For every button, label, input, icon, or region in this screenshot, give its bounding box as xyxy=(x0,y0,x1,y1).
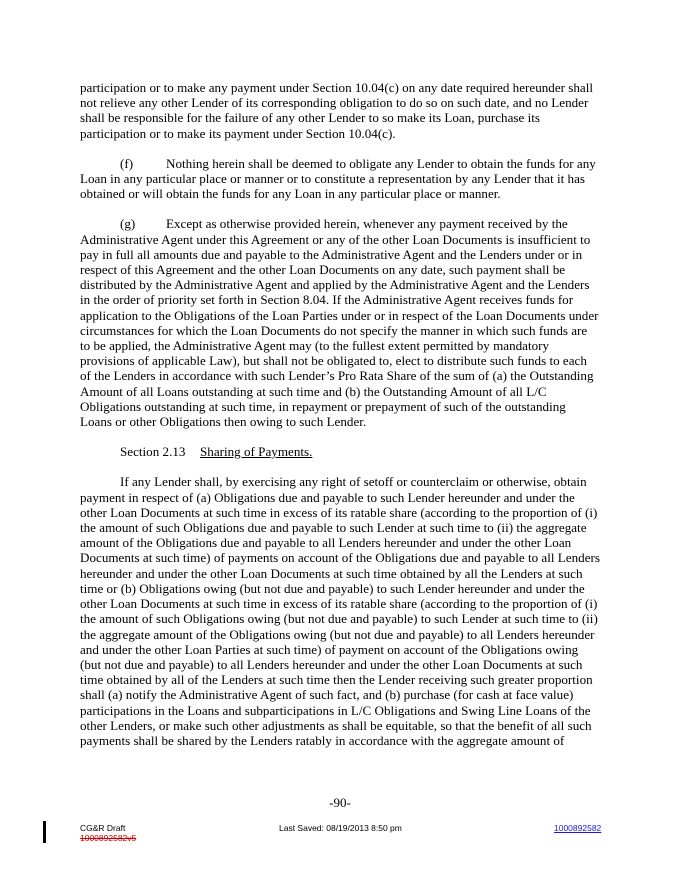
page-number: -90- xyxy=(329,795,351,810)
paragraph-f-text: Nothing herein shall be deemed to obligate any Lender to obtain the funds for any Loan in any particular place or manner or to constitute a representation by any Lender that it has obtained or will obtain the funds for any Loan in any particular place or manner. xyxy=(80,155,596,202)
paragraph-f-label: (f) xyxy=(120,155,134,171)
section-number: Section 2.13 xyxy=(120,444,186,460)
paragraph-g-label: (g) xyxy=(120,216,136,232)
revision-change-bar xyxy=(43,821,46,843)
footer-draft-info xyxy=(80,823,136,843)
footer-last-saved: Last Saved: 08/19/2013 8:50 pm xyxy=(279,823,402,833)
paragraph-f xyxy=(80,156,600,202)
document-body xyxy=(80,80,600,763)
section-body-text: If any Lender shall, by exercising any right of setoff or counterclaim or otherwise, obtain payment in respect of (a) Obligations due and payable to such Lender hereunder and under the other Loan Documents at such time in excess of its ratable share (according to the proportion of (i) the amount of such Obligations due and payable to such Lender at such time to (ii) the aggregate amount of the Obligations due and payable to all Lenders hereunder and under the other Loan Documents at such time) of payments on account of the Obligations due and payable to all Lenders hereunder and under the other Loan Documents at such time obtained by all the Lenders at such time or (b) Obligations owing (but not due and payable) to such Lender hereunder and under the other Loan Documents at such time in excess of its ratable share (according to the proportion of (i) the amount of such Obligations owing (but not due and payable) to such Lender at such time to (ii) the aggregate amount of the Obligations owing (but not due and payable) to all Lenders hereunder and under the other Loan Parties at such time) of payment on account of the Obligations owing (but not due and payable) to all Lenders hereunder and under the other Loan Documents at such time obtained by all of the Lenders at such time then the Lender receiving such greater proportion shall (a) notify the Administrative Agent of such fact, and (b) purchase (for cash at face value) participations in the Loans and subparticipations in L/C Obligations and Swing Line Loans of the other Lenders, or make such other adjustments as shall be equitable, so that the benefit of all such payments shall be shared by the Lenders ratably in accordance with the aggregate amount of xyxy=(80,474,600,748)
paragraph-continuation: participation or to make any payment under Section 10.04(c) on any date required hereunder shall not relieve any other Lender of its corresponding obligation to do so on such date, and no Lender shall be responsible for the failure of any other Lender to so make its Loan, purchase its participation or to make its payment under Section 10.04(c). xyxy=(80,80,594,141)
footer-draft-label: CG&R Draft xyxy=(80,823,126,833)
paragraph-g xyxy=(80,216,600,429)
section-heading xyxy=(120,444,600,459)
footer-doc-id: 1000892582 xyxy=(554,823,602,833)
footer-struck-doc-id: 1000892582v5 xyxy=(80,833,137,843)
section-title: Sharing of Payments. xyxy=(200,444,313,460)
paragraph-g-text: Except as otherwise provided herein, whenever any payment received by the Administrative Agent under this Agreement or any of the other Loan Documents is insufficient to pay in full all amounts due and payable to the Administrative Agent and the Lenders under or in respect of this Agreement and the other Loan Documents on any date, such payment shall be distributed by the Administrative Agent and applied by the Administrative Agent and the Lenders in the order of priority set forth in Section 8.04. If the Administrative Agent receives funds for application to the Obligations of the Loan Parties under or in respect of the Loan Documents under circumstances for which the Loan Documents do not specify the manner in which such funds are to be applied, the Administrative Agent may (to the fullest extent permitted by mandatory provisions of applicable Law), but shall not be obligated to, elect to distribute such funds to each of the Lenders in accordance with such Lender’s Pro Rata Share of the sum of (a) the Outstanding Amount of all Loans outstanding at such time and (b) the Outstanding Amount of all L/C Obligations outstanding at such time, in repayment or prepayment of such of the outstanding Loans or other Obligations then owing to such Lender. xyxy=(80,216,599,430)
section-body-paragraph xyxy=(80,474,600,748)
